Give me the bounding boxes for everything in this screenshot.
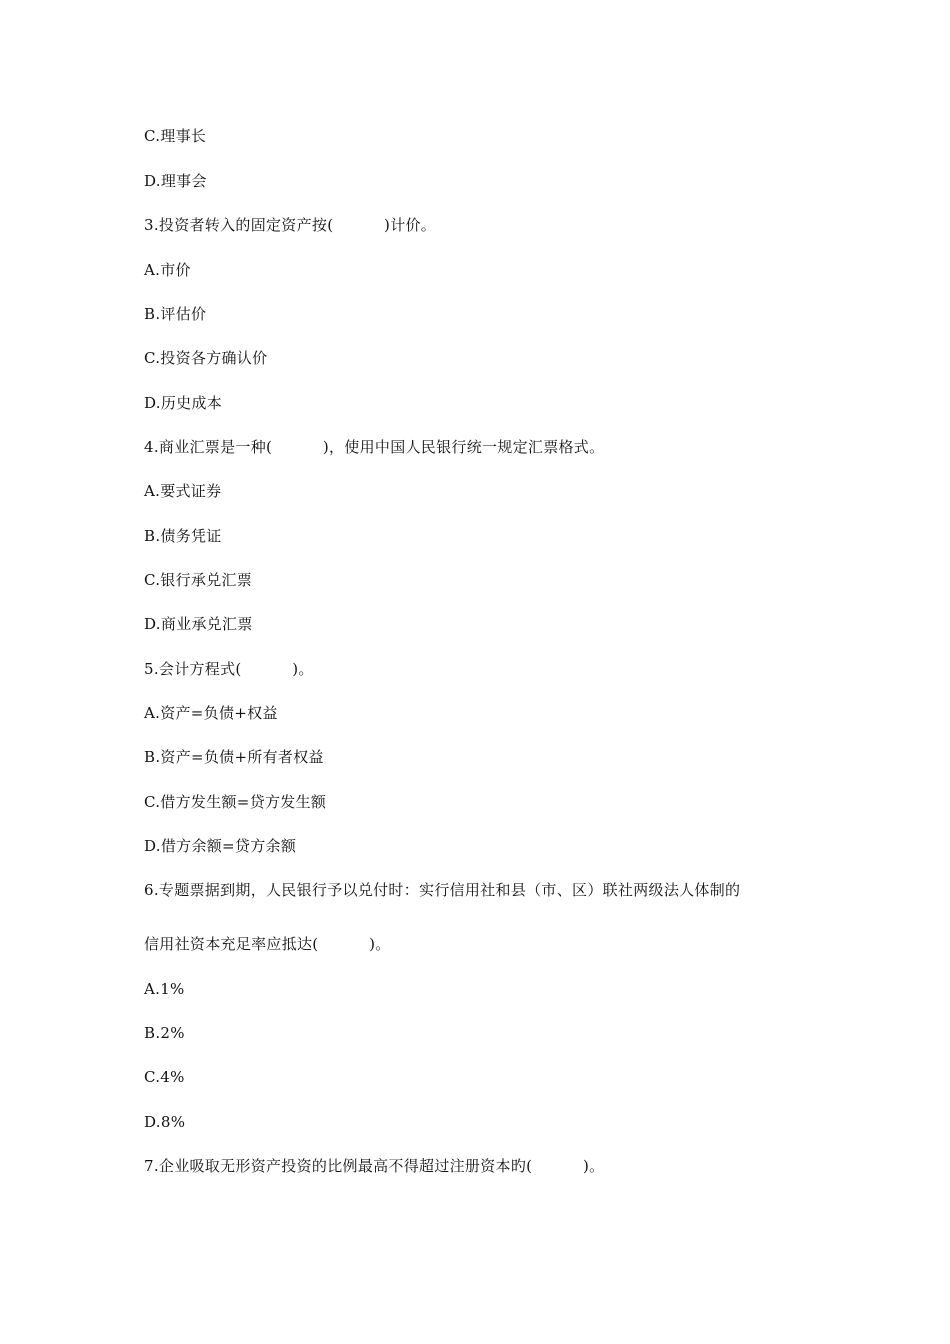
option-a-q5: A.资产=负债+权益 [144,704,278,722]
option-c-q6: C.4% [144,1068,185,1086]
question-4: 4.商业汇票是一种( )，使用中国人民银行统一规定汇票格式。 [144,438,605,456]
option-d-q5: D.借方余额=贷方余额 [144,837,297,855]
option-a-q4: A.要式证券 [144,482,222,500]
option-b-q5: B.资产=负债+所有者权益 [144,748,324,766]
question-5: 5.会计方程式( )。 [144,660,314,678]
question-6-line-1: 6.专题票据到期，人民银行予以兑付时：实行信用社和县（市、区）联社两级法人体制的 [144,881,741,899]
question-3: 3.投资者转入的固定资产按( )计价。 [144,216,437,234]
option-b-q4: B.债务凭证 [144,527,222,545]
question-7: 7.企业吸取无形资产投资的比例最高不得超过注册资本旳( )。 [144,1157,605,1175]
option-a-q6: A.1% [144,980,185,998]
option-d-q3: D.历史成本 [144,394,223,412]
option-c-q2: C.理事长 [144,127,207,145]
option-c-q5: C.借方发生额=贷方发生额 [144,793,327,811]
option-d-q2: D.理事会 [144,172,207,190]
question-6-line-2: 信用社资本充足率应抵达( )。 [144,935,391,953]
option-b-q3: B.评估价 [144,305,207,323]
option-c-q4: C.银行承兑汇票 [144,571,253,589]
option-d-q6: D.8% [144,1113,186,1131]
option-d-q4: D.商业承兑汇票 [144,615,253,633]
option-a-q3: A.市价 [144,261,191,279]
option-c-q3: C.投资各方确认价 [144,349,268,367]
option-b-q6: B.2% [144,1024,185,1042]
